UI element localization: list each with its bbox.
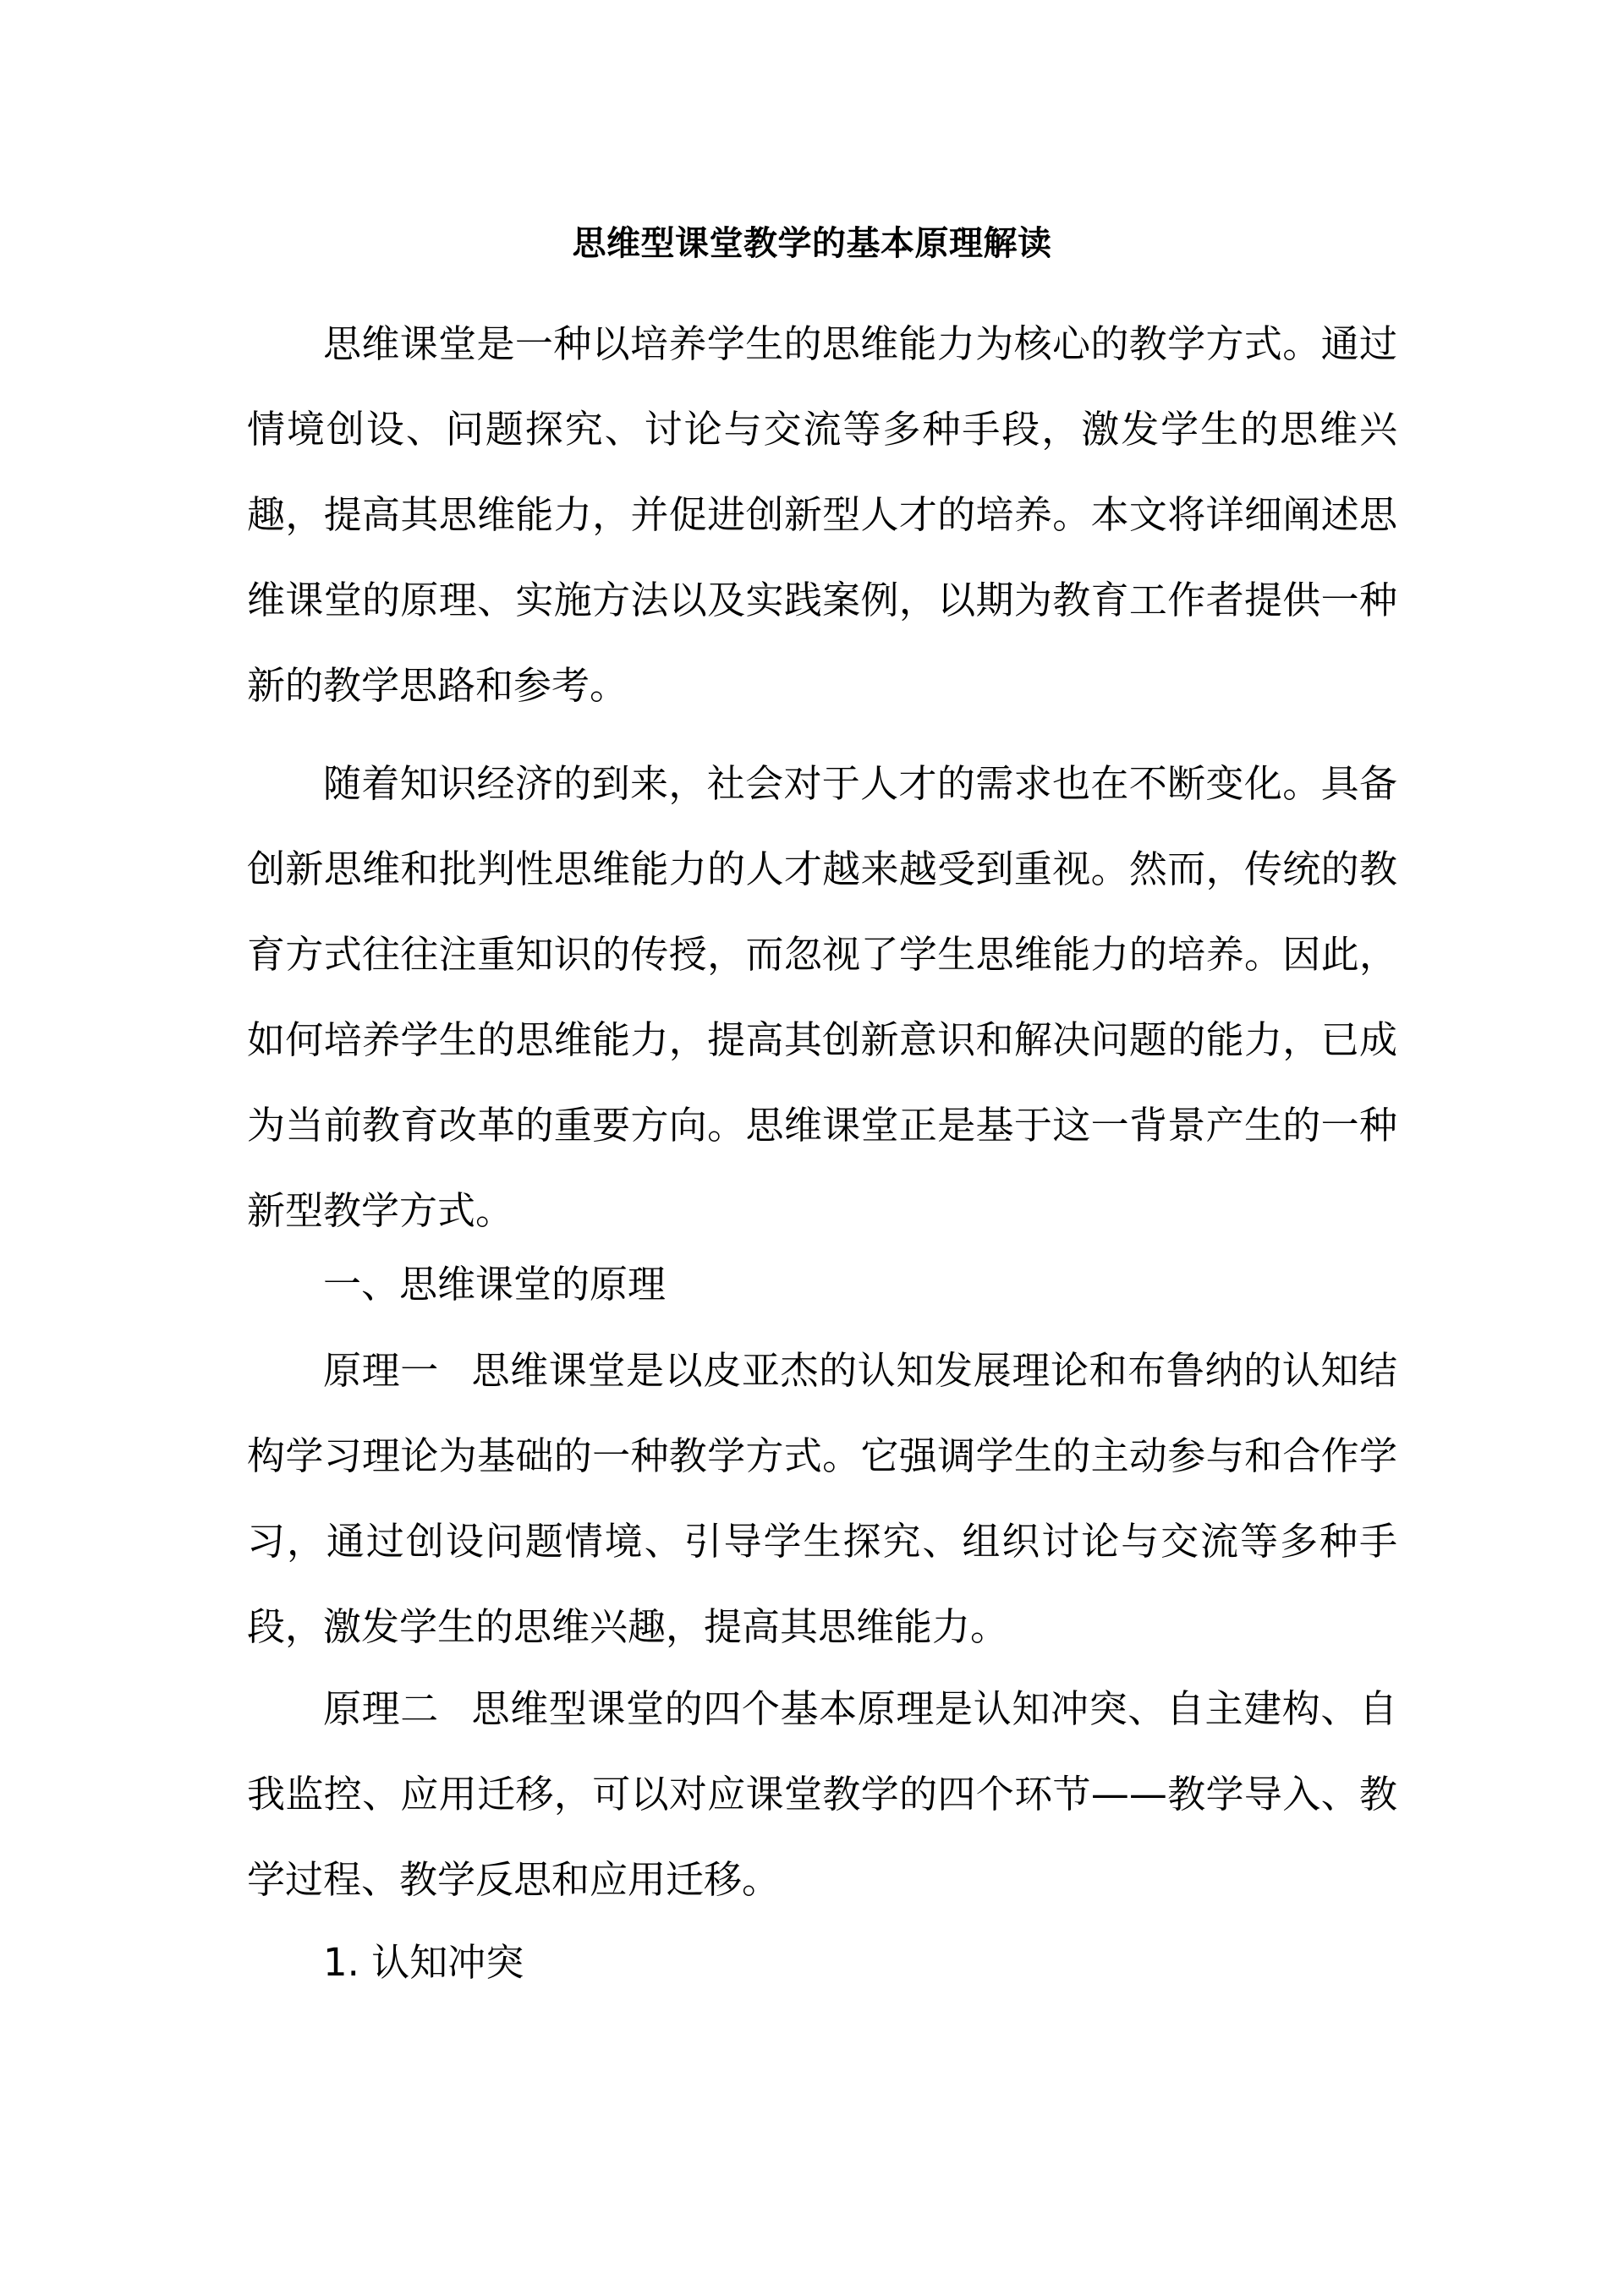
principle-1-label: 原理一 <box>323 1348 439 1393</box>
principle-1-paragraph <box>247 1328 1397 1669</box>
section-heading: 一、思维课堂的原理 <box>323 1262 667 1307</box>
document-title: 思维型课堂教学的基本原理解读 <box>572 224 1052 263</box>
intro-paragraph: 思维课堂是一种以培养学生的思维能力为核心的教学方式。通过情境创设、问题探究、讨论与交流等多种手段，激发学生的思维兴趣，提高其思维能力，并促进创新型人才的培养。本文将详细阐述思维课堂的原理、实施方法以及实践案例，以期为教育工作者提供一种新的教学思路和参考。 <box>247 321 1397 708</box>
principle-2-paragraph <box>247 1666 1397 1922</box>
principle-2-label: 原理二 <box>323 1686 439 1731</box>
principle-1-text: 思维课堂是以皮亚杰的认知发展理论和布鲁纳的认知结构学习理论为基础的一种教学方式。它强调学生的主动参与和合作学习，通过创设问题情境、引导学生探究、组织讨论与交流等多种手段，激发学生的思维兴趣，提高其思维能力。 <box>247 1348 1397 1649</box>
principle-2-text: 思维型课堂的四个基本原理是认知冲突、自主建构、自我监控、应用迁移，可以对应课堂教学的四个环节——教学导入、教学过程、教学反思和应用迁移。 <box>247 1686 1397 1902</box>
subheading-cognitive-conflict: 1. 认知冲突 <box>323 1940 524 1985</box>
background-paragraph: 随着知识经济的到来，社会对于人才的需求也在不断变化。具备创新思维和批判性思维能力的人才越来越受到重视。然而，传统的教育方式往往注重知识的传授，而忽视了学生思维能力的培养。因此，如何培养学生的思维能力，提高其创新意识和解决问题的能力，已成为当前教育改革的重要方向。思维课堂正是基于这一背景产生的一种新型教学方式。 <box>247 761 1397 1233</box>
